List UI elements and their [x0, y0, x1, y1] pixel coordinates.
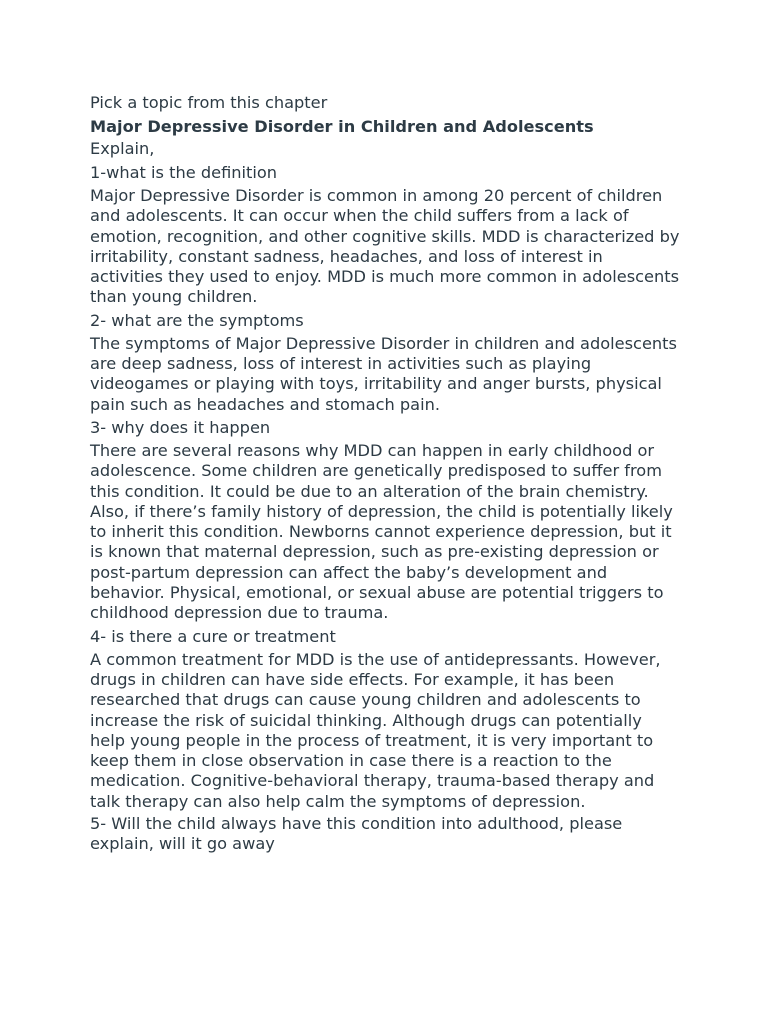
answer-2: The symptoms of Major Depressive Disorder in children and adolescents are deep sadness, loss of interest in activities such as playing videogames or playing with toys, irritability and anger bursts, physical pain such as headaches and stomach pain. — [90, 333, 677, 414]
question-5: 5- Will the child always have this condition into adulthood, please explain, will it go away — [90, 814, 623, 854]
answer-4: A common treatment for MDD is the use of antidepressants. However, drugs in children can have side effects. For example, it has been researched that drugs can cause young children and adolescents to increase the risk of suicidal thinking. Although drugs can potentially help young people in the process of treatment, it is very important to keep them in close observation in case there is a reaction to the medication. Cognitive-behavioral therapy, trauma-based therapy and talk therapy can also help calm the symptoms of depression. — [90, 649, 661, 811]
question-1: 1-what is the definition — [90, 163, 278, 182]
question-3: 3- why does it happen — [90, 417, 271, 437]
explain-text: Explain, — [90, 139, 155, 158]
answer-1: Major Depressive Disorder is common in among 20 percent of children and adolescents. It can occur when the child suffers from a lack of emotion, recognition, and other cognitive skills. MDD is characterized by irritability, constant sadness, headaches, and loss of interest in activities they used to enjoy. MDD is much more common in adolescents than young children. — [90, 186, 680, 307]
question-2: 2- what are the symptoms — [90, 310, 304, 330]
document-body — [90, 92, 680, 855]
intro-text: Pick a topic from this chapter — [90, 93, 328, 112]
document-title: Major Depressive Disorder in Children and Adolescents — [90, 117, 594, 136]
question-4: 4- is there a cure or treatment — [90, 626, 336, 646]
answer-3: There are several reasons why MDD can happen in early childhood or adolescence. Some children are genetically predisposed to suffer from this condition. It could be due to an alteration of the brain chemistry. Also, if there’s family history of depression, the child is potentially likely to inherit this condition. Newborns cannot experience depression, but it is known that maternal depression, such as pre-existing depression or post-partum depression can affect the baby’s development and behavior. Physical, emotional, or sexual abuse are potential triggers to childhood depression due to trauma. — [90, 440, 673, 623]
